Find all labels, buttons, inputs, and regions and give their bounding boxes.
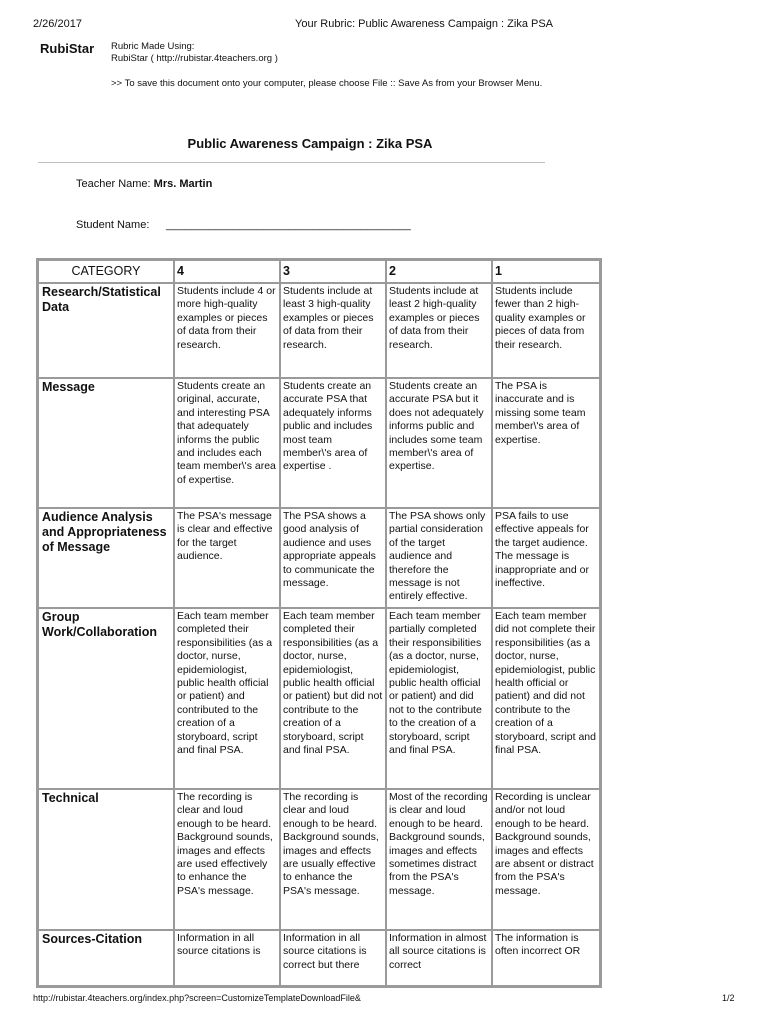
table-row [38,283,600,378]
table-cell: The PSA is inaccurate and is missing some team member\'s area of expertise. [492,378,600,508]
brand-logo: RubiStar [40,41,95,56]
teacher-value: Mrs. Martin [153,178,213,190]
row-category: Audience Analysis and Appropriateness of Message [38,508,174,608]
table-cell: Students include at least 2 high-quality examples or pieces of data from their research. [386,283,492,378]
row-category: Technical [38,789,174,930]
made-using-link[interactable]: RubiStar ( http://rubistar.4teachers.org ) [111,53,278,64]
table-row [38,930,600,986]
made-using-note [111,41,278,65]
table-cell: The information is often incorrect OR [492,930,600,986]
table-cell: Each team member partially completed their responsibilities (as a doctor, nurse, epidemiologist, public health official or patient) and did not to the contribute to the creation of a storyboard, script and final PSA. [386,608,492,789]
table-cell: Each team member completed their responsibilities (as a doctor, nurse, epidemiologist, public health official or patient) but did not contribute to the creation of a storyboard, script and final PSA. [280,608,386,789]
print-date: 2/26/2017 [33,18,82,30]
table-cell: Students create an accurate PSA but it does not adequately informs public and includes some team member\'s area of expertise. [386,378,492,508]
table-cell: Information in almost all source citations is correct [386,930,492,986]
row-category: Sources-Citation [38,930,174,986]
table-cell: Information in all source citations is correct but there [280,930,386,986]
footer-url[interactable]: http://rubistar.4teachers.org/index.php?screen=CustomizeTemplateDownloadFile& [33,993,361,1003]
header-level-2: 2 [386,260,492,283]
table-row [38,789,600,930]
header-level-4: 4 [174,260,280,283]
table-cell: Each team member did not complete their responsibilities (as a doctor, nurse, epidemiologist, public health official or patient) and did not contribute to the creation of a storyboard, script and final PSA. [492,608,600,789]
header-level-1: 1 [492,260,600,283]
table-cell: The PSA's message is clear and effective for the target audience. [174,508,280,608]
table-cell: Students create an accurate PSA that adequately informs public and includes most team member\'s area of expertise . [280,378,386,508]
table-cell: Students include at least 3 high-quality examples or pieces of data from their research. [280,283,386,378]
table-cell: Recording is unclear and/or not loud enough to be heard. Background sounds, images and effects are absent or distract from the PSA's message. [492,789,600,930]
table-cell: The PSA shows a good analysis of audience and uses appropriate appeals to communicate the message. [280,508,386,608]
page-number: 1/2 [722,993,735,1003]
teacher-name [76,178,212,190]
divider [38,162,545,163]
row-category: Research/Statistical Data [38,283,174,378]
page-title: Public Awareness Campaign : Zika PSA [187,136,433,151]
table-cell: The recording is clear and loud enough to be heard. Background sounds, images and effects are used effectively to enhance the PSA's message. [174,789,280,930]
table-cell: Most of the recording is clear and loud enough to be heard. Background sounds, images and effects sometimes distract from the PSA's message. [386,789,492,930]
print-title: Your Rubric: Public Awareness Campaign : Zika PSA [295,18,554,30]
table-cell: Students include 4 or more high-quality examples or pieces of data from their research. [174,283,280,378]
student-label: Student Name: [76,219,150,231]
row-category: Group Work/Collaboration [38,608,174,789]
student-name-line: ________________________________________ [166,219,411,231]
table-cell: Information in all source citations is [174,930,280,986]
table-cell: PSA fails to use effective appeals for the target audience. The message is inappropriate and or ineffective. [492,508,600,608]
table-cell: Each team member completed their responsibilities (as a doctor, nurse, epidemiologist, public health official or patient) and contributed to the creation of a storyboard, script and final PSA. [174,608,280,789]
table-row [38,378,600,508]
save-instructions: >> To save this document onto your computer, please choose File :: Save As from your Browser Menu. [111,78,543,89]
table-cell: The recording is clear and loud enough to be heard. Background sounds, images and effects are usually effective to enhance the PSA's message. [280,789,386,930]
rubric-table [36,258,602,988]
header-level-3: 3 [280,260,386,283]
teacher-label: Teacher Name: [76,178,151,190]
made-using-label: Rubric Made Using: [111,41,195,52]
table-row [38,508,600,608]
table-row [38,608,600,789]
table-cell: Students include fewer than 2 high-quality examples or pieces of data from their research. [492,283,600,378]
header-category: CATEGORY [38,260,174,283]
table-cell: The PSA shows only partial consideration of the target audience and therefore the message is not entirely effective. [386,508,492,608]
row-category: Message [38,378,174,508]
table-header-row [38,260,600,283]
table-cell: Students create an original, accurate, and interesting PSA that adequately informs the public and includes each team member\'s area of expertise. [174,378,280,508]
